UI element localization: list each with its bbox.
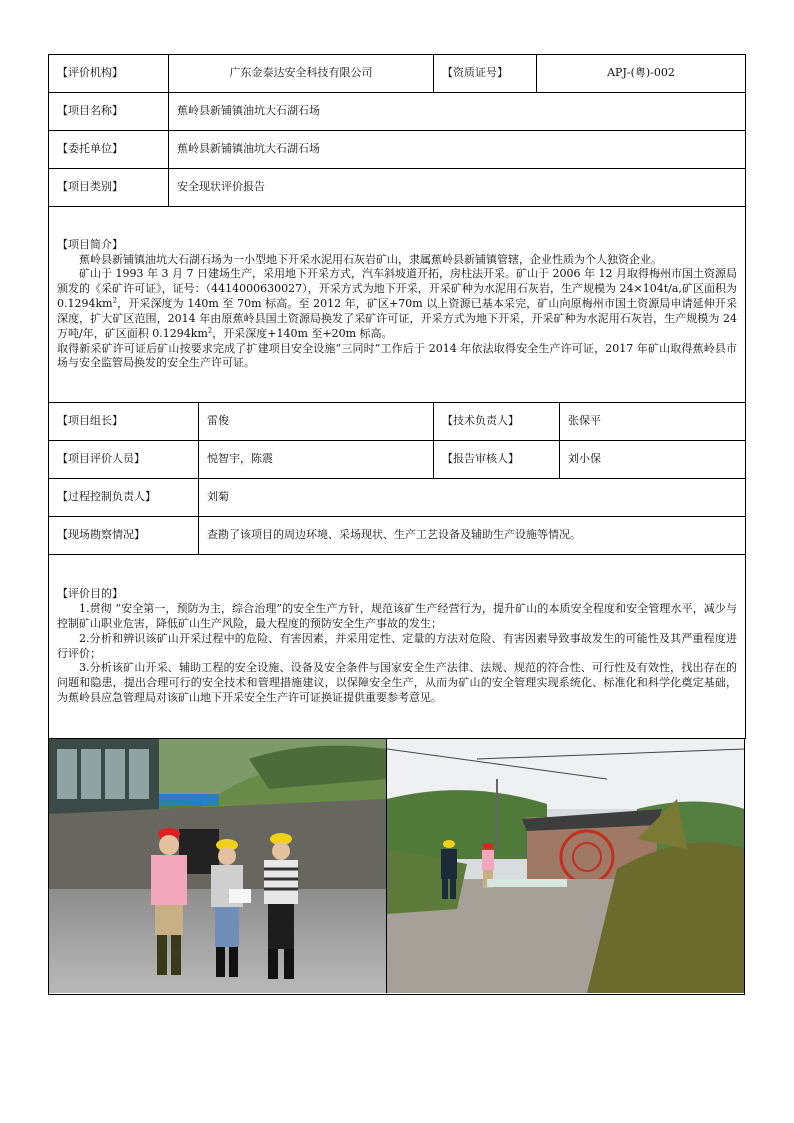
intro-p2-sup-2: 2 [207, 326, 213, 335]
intro-p2-part-c: ，开采深度+140m 至+20m 标高。 [212, 326, 393, 340]
evaluators-row [49, 441, 746, 479]
org-row [49, 55, 746, 93]
project-name-row [49, 93, 746, 131]
site-photo-facility [387, 739, 744, 993]
process-row [49, 479, 746, 517]
org-value: 广东金泰达安全科技有限公司 [169, 55, 434, 93]
site-label: 【现场勘察情况】 [49, 517, 199, 555]
process-value: 刘菊 [199, 479, 746, 517]
evaluators-value: 悦智宇，陈震 [199, 441, 434, 479]
site-photo-facility-image [387, 739, 744, 993]
intro-p2-part-a: 矿山于 1993 年 3 月 7 日建场生产，采用地下开采方式，汽车斜坡道开拓，房柱法开采。矿山于 2006 年 12 月取得梅州市国土资源局颁发的《采矿许可证》，证号：（4414000630027），开采方式为地下开采，开采矿种为水泥用石灰岩，生产规模为 24×104t/a,矿区面积为 0.1294km [57, 267, 737, 311]
purpose-paragraph-2: 2.分析和辨识该矿山开采过程中的危险、有害因素，并采用定性、定量的方法对危险、有害因素导致事故发生的可能性及其严重程度进行评价； [57, 631, 737, 660]
intro-paragraph-3: 取得新采矿许可证后矿山按要求完成了扩建项目安全设施“三同时”工作后于 2014 年依法取得安全生产许可证，2017 年矿山取得蕉岭县市场与安全监管局换发的安全生产许可证。 [57, 341, 737, 370]
intro-paragraph-2 [57, 267, 737, 341]
intro-title: 【项目简介】 [57, 237, 123, 251]
tech-label: 【技术负责人】 [434, 403, 560, 441]
cert-label: 【资质证号】 [434, 55, 537, 93]
leader-label: 【项目组长】 [49, 403, 199, 441]
project-name-label: 【项目名称】 [49, 93, 169, 131]
intro-paragraph-1: 蕉岭县新铺镇油坑大石湖石场为一小型地下开采水泥用石灰岩矿山，隶属蕉岭县新铺镇管辖，企业性质为个人独资企业。 [79, 252, 662, 266]
process-label: 【过程控制负责人】 [49, 479, 199, 517]
leader-value: 雷俊 [199, 403, 434, 441]
category-label: 【项目类别】 [49, 169, 169, 207]
info-table [48, 54, 746, 739]
project-name-value: 蕉岭县新铺镇油坑大石湖石场 [169, 93, 746, 131]
site-photo-team-image [49, 739, 386, 993]
site-row [49, 517, 746, 555]
photo-strip [48, 739, 745, 995]
purpose-row [49, 555, 746, 739]
org-label: 【评价机构】 [49, 55, 169, 93]
cert-value: APJ-(粤)-002 [537, 55, 746, 93]
reviewer-value: 刘小保 [560, 441, 746, 479]
evaluators-label: 【项目评价人员】 [49, 441, 199, 479]
report-sheet [48, 54, 745, 995]
reviewer-label: 【报告审核人】 [434, 441, 560, 479]
site-value: 查勘了该项目的周边环境、采场现状、生产工艺设备及辅助生产设施等情况。 [199, 517, 746, 555]
leader-row [49, 403, 746, 441]
intro-p2-sup-1: 2 [112, 296, 118, 305]
client-value: 蕉岭县新铺镇油坑大石湖石场 [169, 131, 746, 169]
client-label: 【委托单位】 [49, 131, 169, 169]
site-photo-team [49, 739, 387, 993]
intro-p2-part-b: ，开采深度为 140m 至 70m 标高。至 2012 年，矿区+70m 以上资源已基本采完，矿山向原梅州市国土资源局申请延伸开采深度，扩大矿区范围，2014 年由原蕉岭县国土资源局换发了采矿许可证，开采方式为地下开采，开采矿种为水泥用石灰岩，生产规模为 24 万吨/年，矿区面积 0.1294km [57, 297, 737, 340]
purpose-title: 【评价目的】 [57, 587, 123, 601]
purpose-paragraph-3: 3.分析该矿山开采、辅助工程的安全设施、设备及安全条件与国家安全生产法律、法规、规范的符合性、可行性及有效性，找出存在的问题和隐患，提出合理可行的安全技术和管理措施建议，以保障安全生产，从而为矿山的安全管理实现系统化、标准化和科学化奠定基础，为蕉岭县应急管理局对该矿山地下开采安全生产许可证换证提供重要参考意见。 [57, 661, 737, 705]
client-row [49, 131, 746, 169]
intro-cell [49, 207, 746, 403]
tech-value: 张保平 [560, 403, 746, 441]
category-value: 安全现状评价报告 [169, 169, 746, 207]
intro-row [49, 207, 746, 403]
purpose-paragraph-1: 1.贯彻 “安全第一，预防为主，综合治理”的安全生产方针，规范该矿生产经营行为，提升矿山的本质安全程度和安全管理水平，减少与控制矿山职业危害，降低矿山生产风险，最大程度的预防安全生产事故的发生； [57, 601, 737, 630]
purpose-cell [49, 555, 746, 739]
category-row [49, 169, 746, 207]
